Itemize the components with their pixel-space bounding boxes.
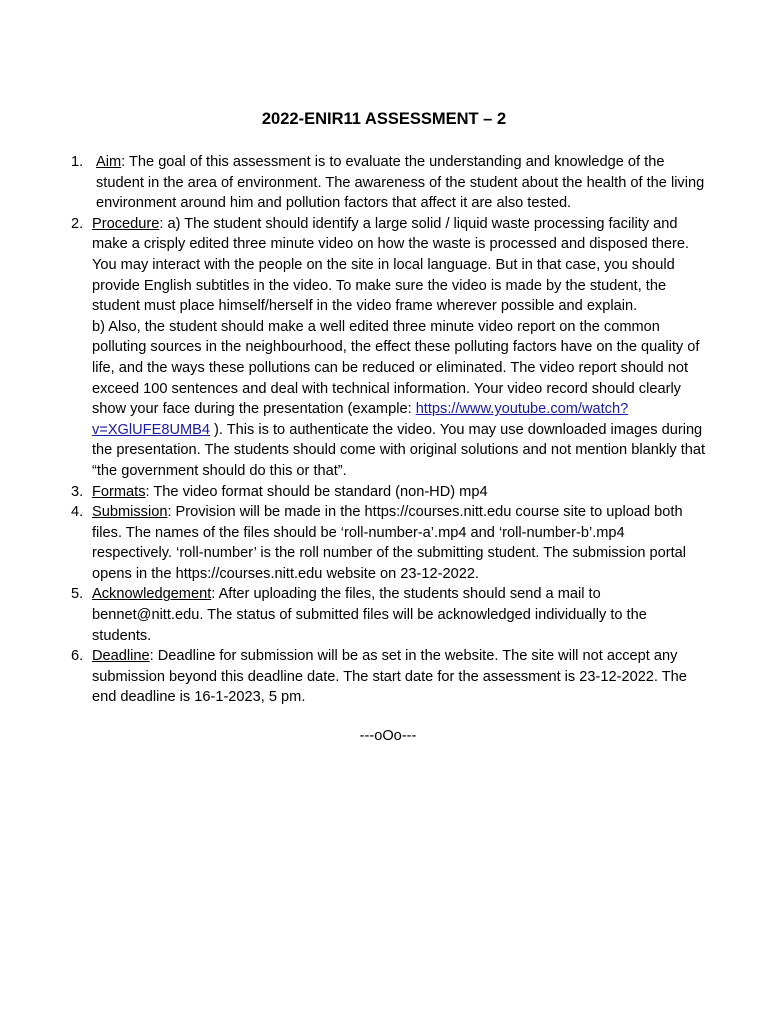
item-text-acknowledgement: : After uploading the files, the students should send a mail to bennet@nitt.edu. The status of submitted files will be acknowledged individually to the students. — [92, 586, 647, 644]
item-heading-aim: Aim — [96, 154, 122, 170]
item-number: 1. — [71, 154, 84, 170]
item-number: 5. — [71, 586, 84, 603]
assessment-list — [0, 152, 768, 708]
list-item-submission — [0, 502, 768, 584]
list-item-procedure — [0, 214, 768, 482]
item-text-deadline: : Deadline for submission will be as set in the website. The site will not accept any submission beyond this deadline date. The start date for the assessment is 23-12-2022. The end deadline is 16-1-2023, 5 pm. — [92, 648, 687, 706]
document-title: 2022-ENIR11 ASSESSMENT – 2 — [261, 110, 507, 128]
youtube-example-link[interactable]: https://www.youtube.com/watch?v=XGlUFE8UMB4 — [92, 401, 629, 438]
item-number: 4. — [71, 504, 84, 521]
item-text-formats: : The video format should be standard (non-HD) mp4 — [145, 483, 488, 500]
item-text-procedure: : a) The student should identify a large solid / liquid waste processing facility and make a crisply edited three minute video on how the waste is processed and disposed there. You may interact with the people on the site in local language. But in that case, you should provide English subtitles in the video. To make sure the video is made by the student, the student must place himself/herself in the video frame wherever possible and explain. — [92, 215, 690, 315]
item-heading-procedure: Procedure — [92, 215, 160, 232]
item-heading-acknowledgement: Acknowledgement — [92, 586, 212, 603]
list-item-aim — [0, 152, 768, 214]
procedure-part-b — [92, 317, 706, 482]
procedure-part-b-text: b) Also, the student should make a well edited three minute video report on the common polluting sources in the neighbourhood, the effect these polluting factors have on the quality of life, and the ways these pollutions can be reduced or eliminated. The video report should not exceed 100 sentences and deal with technical information. Your video record should clearly show your face during the presentation (example: — [92, 318, 700, 418]
procedure-part-a — [92, 214, 706, 317]
item-text-submission: : Provision will be made in the https://courses.nitt.edu course site to upload both files. The names of the files should be ‘roll-number-a’.mp4 and ‘roll-number-b’.mp4 respectively. ‘roll-number’ is the roll number of the submitting student. The submission portal opens in the https://courses.nitt.edu website on 23-12-2022. — [92, 504, 687, 582]
item-heading-deadline: Deadline — [92, 648, 150, 665]
procedure-part-b-after: ). This is to authenticate the video. You may use downloaded images during the presentation. The students should come with original solutions and not mention blankly that “the government should do this or that”. — [92, 421, 706, 479]
item-number: 3. — [71, 483, 84, 500]
item-number: 6. — [71, 648, 84, 665]
list-item-formats — [0, 482, 768, 503]
list-item-acknowledgement — [0, 584, 768, 646]
item-number: 2. — [71, 215, 84, 232]
item-heading-submission: Submission — [92, 504, 168, 521]
item-text-aim: : The goal of this assessment is to evaluate the understanding and knowledge of the student in the area of environment. The awareness of the student about the health of the living environment around him and pollution factors that affect it are also tested. — [96, 154, 705, 212]
list-item-deadline — [0, 646, 768, 708]
item-heading-formats: Formats — [92, 483, 146, 500]
document-ending-mark: ---oOo--- — [359, 728, 417, 744]
